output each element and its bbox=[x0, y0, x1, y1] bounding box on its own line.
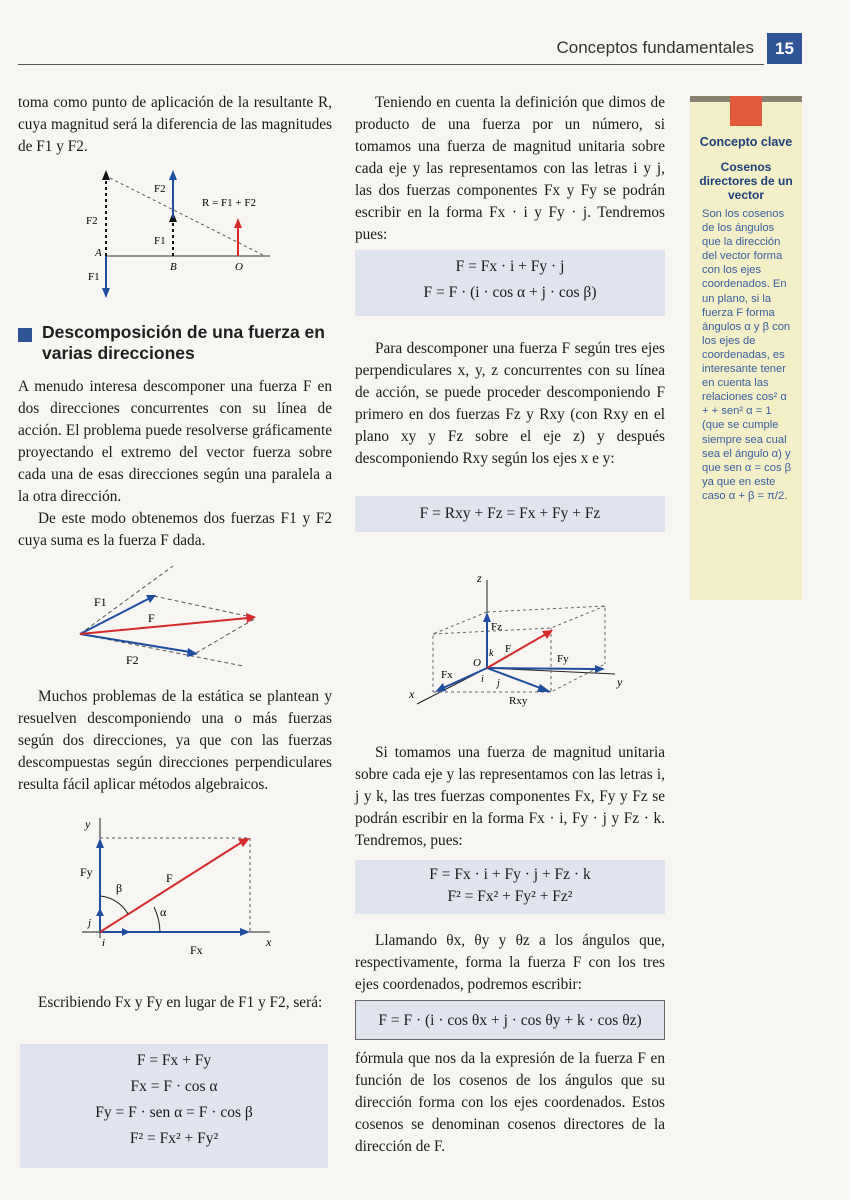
label-alpha: α bbox=[160, 905, 167, 919]
col2-body-3 bbox=[355, 742, 665, 852]
label-f2-b: F2 bbox=[86, 215, 98, 227]
label-o: O bbox=[473, 657, 481, 669]
label-x: x bbox=[266, 935, 272, 949]
paragraph: A menudo interesa descomponer una fuerza F en dos direcciones concurrentes con su línea de acción. El problema puede resolverse gráficamente proyectando el extremo del vector fuerza sobre cada una de esas direcciones según una paralela a la otra dirección. bbox=[18, 378, 332, 505]
figure-two-direction-decomposition bbox=[78, 566, 278, 676]
label-f1-b: F1 bbox=[88, 271, 100, 283]
label-fy: Fy bbox=[80, 865, 93, 879]
paragraph: Muchos problemas de la estática se plantean y resuelven descomponiendo una o más fuerzas según dos direcciones, ya que con las fuerzas descompuestas según direcciones perpendiculares resulta fácil aplicar métodos algebraicos. bbox=[18, 688, 332, 793]
sidebar-body: Son los cosenos de los ángulos que la dirección del vector forma con los ejes coordenados. En un plano, si la fuerza F forma ángulos α y β con los ejes de coordenadas, es interesante tener en cuenta las relaciones cos² α + + sen² α = 1 (que se cumple siempre sea cual sea el ángulo α) y que sen α = cos β ya que en este caso α + β = π/2. bbox=[702, 208, 792, 502]
label-f2: F2 bbox=[126, 653, 139, 667]
label-fx: Fx bbox=[441, 669, 453, 681]
label-fx: Fx bbox=[190, 943, 203, 957]
label-o: O bbox=[235, 261, 243, 273]
paragraph: Teniendo en cuenta la definición que dimos de producto de una fuerza por un número, si tomamos una fuerza de magnitud unitaria sobre cada eje y las representamos con las letras i y j, las dos fuerzas componentes Fx y Fy se podrán escribir en la forma Fx · i y Fy · j. Tendremos pues: bbox=[355, 94, 665, 243]
formula-box-director-cosines bbox=[355, 1000, 665, 1040]
label-a: A bbox=[95, 247, 102, 259]
paragraph: toma como punto de aplicación de la resultante R, cuya magnitud será la diferencia de las magnitudes de F1 y F2. bbox=[18, 94, 332, 155]
sidebar-heading: Concepto clave bbox=[699, 135, 793, 149]
formula-box-rxy bbox=[355, 496, 665, 532]
fy-vector bbox=[487, 668, 595, 669]
label-fz: Fz bbox=[491, 621, 502, 633]
f2-vector bbox=[80, 634, 190, 652]
formula-box-2d bbox=[20, 1044, 328, 1168]
sidebar-tab-icon bbox=[730, 96, 762, 126]
col2-body-5 bbox=[355, 1048, 665, 1158]
label-f: F bbox=[166, 871, 173, 885]
figure-xy-components bbox=[80, 816, 290, 956]
label-rxy: Rxy bbox=[509, 695, 528, 707]
label-y: y bbox=[617, 675, 623, 689]
label-i: i bbox=[102, 937, 106, 949]
paragraph: Para descomponer una fuerza F según tres ejes perpendiculares x, y, z concurrentes con su línea de acción, se puede proceder descomponiendo F primero en dos fuerzas Fz y Rxy (con Rxy en el plano xy y Fz sobre el eje z) y después descomponiendo Rxy según los ejes x e y: bbox=[355, 340, 665, 467]
formula-line: F = F · (i · cos α + j · cos β) bbox=[423, 284, 597, 301]
paragraph: fórmula que nos da la expresión de la fuerza F en función de los cosenos de los ángulos que su dirección forma con los ejes coordenados. Estos cosenos se denominan cosenos directores de la dirección de F. bbox=[355, 1050, 665, 1155]
paragraph: Llamando θx, θy y θz a los ángulos que, respectivamente, forma la fuerza F con los tres ejes coordenados, podremos escribir: bbox=[355, 932, 665, 993]
col2-body-4 bbox=[355, 930, 665, 996]
label-f1: F1 bbox=[154, 235, 166, 247]
col1-body-2 bbox=[18, 686, 332, 796]
formula-line: F = F · (i · cos θx + j · cos θy + k · cos θz) bbox=[378, 1012, 642, 1029]
formula-line: F = Rxy + Fz = Fx + Fy + Fz bbox=[419, 505, 601, 522]
section-bullet-icon bbox=[18, 328, 32, 342]
label-k: k bbox=[489, 648, 494, 659]
key-concept-sidebar bbox=[690, 96, 802, 600]
label-z: z bbox=[477, 571, 482, 585]
formula-line: F = Fx + Fy bbox=[136, 1052, 212, 1069]
figure-3d-decomposition bbox=[405, 572, 635, 712]
page-number: 15 bbox=[767, 33, 802, 64]
col2-body-2 bbox=[355, 338, 665, 470]
label-j: j bbox=[497, 678, 500, 689]
figure-collinear-forces bbox=[70, 168, 280, 298]
paragraph: De este modo obtenemos dos fuerzas F1 y F2 cuya suma es la fuerza F dada. bbox=[18, 510, 332, 549]
label-x: x bbox=[409, 687, 415, 701]
formula-line: Fy = F · sen α = F · cos β bbox=[95, 1104, 253, 1121]
formula-line: F² = Fx² + Fy² bbox=[129, 1130, 219, 1147]
label-f2: F2 bbox=[154, 183, 166, 195]
label-f: F bbox=[505, 643, 512, 655]
label-b: B bbox=[170, 261, 177, 273]
formula-line: F = Fx · i + Fy · j bbox=[455, 258, 565, 275]
dashed-line bbox=[110, 178, 265, 256]
col1-body-3 bbox=[18, 992, 332, 1014]
formula-line: F = Fx · i + Fy · j + Fz · k bbox=[429, 866, 591, 883]
label-i: i bbox=[481, 674, 484, 685]
label-r-eq: R = F1 + F2 bbox=[202, 197, 256, 209]
paragraph: Si tomamos una fuerza de magnitud unitaria sobre cada eje y las representamos con las letras i, j y k, las tres fuerzas componentes Fx, Fy y Fz se podrán escribir en la forma Fx · i, Fy · j y Fz · k. Tendremos, pues: bbox=[355, 744, 665, 849]
col1-intro bbox=[18, 92, 332, 158]
label-beta: β bbox=[116, 881, 123, 895]
formula-box-ij bbox=[355, 250, 665, 316]
rxy-vector bbox=[487, 668, 543, 689]
paragraph: Escribiendo Fx y Fy en lugar de F1 y F2, será: bbox=[38, 994, 323, 1011]
running-header: Conceptos fundamentales bbox=[556, 38, 754, 57]
formula-box-3d bbox=[355, 860, 665, 914]
label-y: y bbox=[85, 817, 91, 831]
col2-body-1 bbox=[355, 92, 665, 246]
formula-line: Fx = F · cos α bbox=[130, 1078, 218, 1095]
f-vector bbox=[487, 634, 546, 668]
col1-body bbox=[18, 376, 332, 552]
label-f: F bbox=[148, 611, 155, 625]
label-f1: F1 bbox=[94, 595, 107, 609]
header-rule bbox=[18, 64, 764, 65]
formula-line: F² = Fx² + Fy² + Fz² bbox=[447, 888, 573, 905]
label-j: j bbox=[88, 917, 92, 929]
label-fy: Fy bbox=[557, 653, 569, 665]
sidebar-subheading: Cosenos directores de un vector bbox=[699, 160, 793, 202]
section-title: Descomposición de una fuerza en varias direcciones bbox=[18, 322, 342, 364]
